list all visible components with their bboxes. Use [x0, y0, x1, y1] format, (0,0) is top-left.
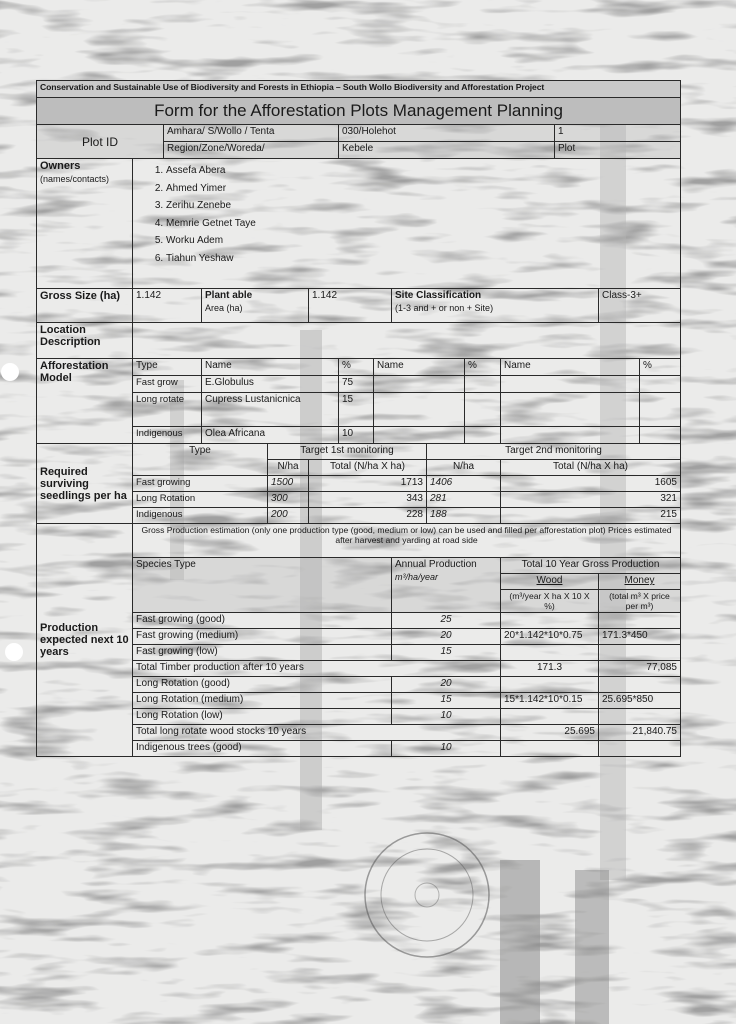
owners-list: [136, 162, 677, 267]
production-label: Production expected next 10 years: [37, 524, 133, 757]
target1-total[interactable]: 228: [309, 508, 427, 524]
target1-nha[interactable]: 1500: [268, 476, 309, 492]
total-header-2: Total (N/ha X ha): [501, 460, 681, 476]
money-value[interactable]: [599, 677, 681, 693]
model-species-name[interactable]: E.Globulus: [202, 376, 339, 393]
model-type: Long rotate: [133, 393, 202, 427]
model-type-header: Type: [133, 359, 202, 376]
plot-number-value[interactable]: 1: [555, 125, 681, 142]
target1-nha[interactable]: 200: [268, 508, 309, 524]
target2-total[interactable]: 1605: [501, 476, 681, 492]
owners-label: Owners (names/contacts): [37, 159, 133, 289]
target-1st-monitoring-header: Target 1st monitoring: [268, 444, 427, 460]
model-name-header: Name: [202, 359, 339, 376]
money-value[interactable]: [599, 709, 681, 725]
species-type: Indigenous trees (good): [133, 741, 392, 757]
plot-label: Plot: [555, 142, 681, 159]
model-species-name[interactable]: Cupress Lustanicnica: [202, 393, 339, 427]
model-percentage[interactable]: 10: [339, 427, 374, 444]
total-timber-money[interactable]: 77,085: [599, 661, 681, 677]
wood-header: Wood: [501, 574, 599, 590]
model-name-header-3: Name: [501, 359, 640, 376]
gross-size-label: Gross Size (ha): [37, 289, 133, 323]
owner-name: 4. Memrie Getnet Taye: [166, 215, 677, 233]
afforestation-model-label: Afforestation Model: [37, 359, 133, 444]
model-type: Fast grow: [133, 376, 202, 393]
seedlings-type: Indigenous: [133, 508, 268, 524]
plot-id-label: Plot ID: [37, 125, 164, 159]
kebele-label: Kebele: [339, 142, 555, 159]
owner-name: 1. Assefa Abera: [166, 162, 677, 180]
species-type: Long Rotation (medium): [133, 693, 392, 709]
target-2nd-monitoring-header: Target 2nd monitoring: [427, 444, 681, 460]
species-type: Long Rotation (good): [133, 677, 392, 693]
annual-production[interactable]: 10: [392, 741, 501, 757]
seedlings-type: Fast growing: [133, 476, 268, 492]
nha-header-1: N/ha: [268, 460, 309, 476]
target1-total[interactable]: 1713: [309, 476, 427, 492]
target1-total[interactable]: 343: [309, 492, 427, 508]
location-description-label: Location Description: [37, 323, 133, 359]
nha-header-2: N/ha: [427, 460, 501, 476]
wood-volume[interactable]: [501, 677, 599, 693]
money-value[interactable]: [599, 613, 681, 629]
wood-volume[interactable]: [501, 741, 599, 757]
model-percentage[interactable]: 15: [339, 393, 374, 427]
species-type: Fast growing (medium): [133, 629, 392, 645]
owners-list-cell: [133, 159, 681, 289]
total-timber-wood[interactable]: 171.3: [501, 661, 599, 677]
location-description-value[interactable]: [133, 323, 681, 359]
annual-production[interactable]: 20: [392, 677, 501, 693]
project-title: Conservation and Sustainable Use of Biodiversity and Forests in Ethiopia – South Wollo Biodiversity and Afforestation Project: [37, 81, 681, 98]
target2-nha[interactable]: 188: [427, 508, 501, 524]
wood-unit: (m³/year X ha X 10 X %): [501, 590, 599, 613]
total-timber-label: Total Timber production after 10 years: [133, 661, 501, 677]
gross-size-value[interactable]: 1.142: [133, 289, 202, 323]
target2-nha[interactable]: 1406: [427, 476, 501, 492]
site-classification-value[interactable]: Class-3+: [599, 289, 681, 323]
owner-name: 5. Worku Adem: [166, 232, 677, 250]
annual-production[interactable]: 15: [392, 645, 501, 661]
seedlings-type: Long Rotation: [133, 492, 268, 508]
afforestation-form: [36, 80, 681, 757]
kebele-value[interactable]: 030/Holehot: [339, 125, 555, 142]
money-value[interactable]: 171.3*450: [599, 629, 681, 645]
wood-volume[interactable]: 20*1.142*10*0.75: [501, 629, 599, 645]
model-type: Indigenous: [133, 427, 202, 444]
money-value[interactable]: 25.695*850: [599, 693, 681, 709]
seal-stamp: [352, 820, 502, 970]
owner-name: 3. Zerihu Zenebe: [166, 197, 677, 215]
total-long-rotate-label: Total long rotate wood stocks 10 years: [133, 725, 501, 741]
required-seedlings-label: Required surviving seedlings per ha: [37, 444, 133, 524]
model-species-name[interactable]: Olea Africana: [202, 427, 339, 444]
annual-production[interactable]: 20: [392, 629, 501, 645]
total-header-1: Total (N/ha X ha): [309, 460, 427, 476]
model-pct-header: %: [339, 359, 374, 376]
money-header: Money: [599, 574, 681, 590]
target2-total[interactable]: 215: [501, 508, 681, 524]
species-type: Long Rotation (low): [133, 709, 392, 725]
money-value[interactable]: [599, 741, 681, 757]
form-title: Form for the Afforestation Plots Management Planning: [37, 98, 681, 125]
plantable-area-label: Plant able Area (ha): [202, 289, 309, 323]
production-note: Gross Production estimation (only one production type (good, medium or low) can be used and filled per afforestation plot) Prices estimated after harvest and yarding at road side: [133, 524, 681, 558]
region-zone-woreda-value[interactable]: Amhara/ S/Wollo / Tenta: [164, 125, 339, 142]
total-long-rotate-money[interactable]: 21,840.75: [599, 725, 681, 741]
owner-name: 6. Tiahun Yeshaw: [166, 250, 677, 268]
model-pct-header-3: %: [640, 359, 681, 376]
region-zone-woreda-label: Region/Zone/Woreda/: [164, 142, 339, 159]
money-unit: (total m³ X price per m³): [599, 590, 681, 613]
target1-nha[interactable]: 300: [268, 492, 309, 508]
annual-production[interactable]: 25: [392, 613, 501, 629]
seedlings-type-header: Type: [133, 444, 268, 476]
model-name-header-2: Name: [374, 359, 465, 376]
site-classification-label: Site Classification (1-3 and + or non + Site): [392, 289, 599, 323]
wood-volume[interactable]: [501, 645, 599, 661]
annual-production-header: Annual Production m³/ha/year: [392, 558, 501, 613]
annual-production[interactable]: 10: [392, 709, 501, 725]
model-percentage[interactable]: 75: [339, 376, 374, 393]
wood-volume[interactable]: [501, 709, 599, 725]
total-10-year-header: Total 10 Year Gross Production: [501, 558, 681, 574]
wood-volume[interactable]: [501, 613, 599, 629]
owner-name: 2. Ahmed Yimer: [166, 180, 677, 198]
species-type: Fast growing (low): [133, 645, 392, 661]
money-value[interactable]: [599, 645, 681, 661]
target2-total[interactable]: 321: [501, 492, 681, 508]
plantable-area-value[interactable]: 1.142: [309, 289, 392, 323]
total-long-rotate-wood[interactable]: 25.695: [501, 725, 599, 741]
annual-production[interactable]: 15: [392, 693, 501, 709]
owners-sublabel: (names/contacts): [40, 174, 110, 184]
model-pct-header-2: %: [465, 359, 501, 376]
target2-nha[interactable]: 281: [427, 492, 501, 508]
wood-volume[interactable]: 15*1.142*10*0.15: [501, 693, 599, 709]
species-type-header: Species Type: [133, 558, 392, 613]
species-type: Fast growing (good): [133, 613, 392, 629]
